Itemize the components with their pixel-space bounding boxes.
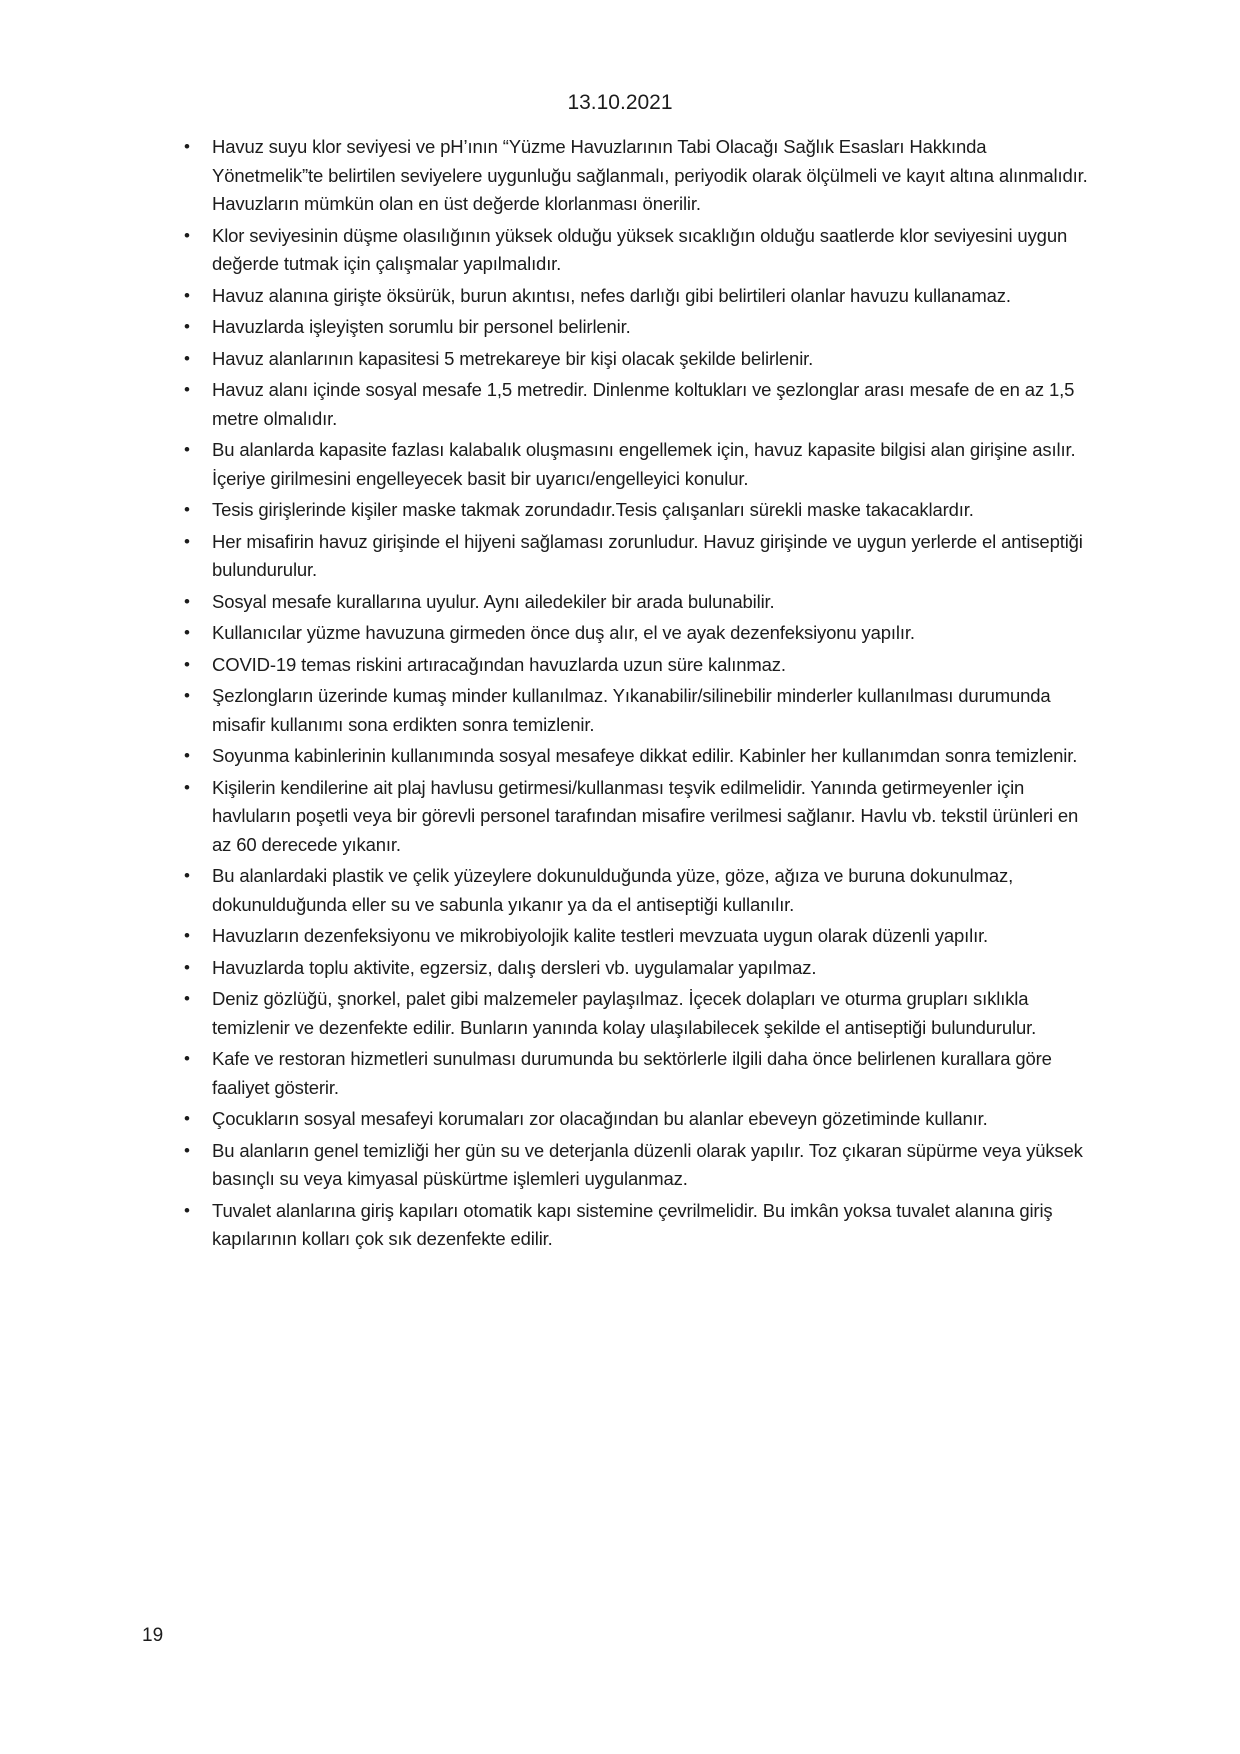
bullet-icon: •	[184, 746, 190, 765]
bullet-icon: •	[184, 957, 190, 977]
list-item	[184, 588, 1092, 617]
list-item	[184, 1137, 1092, 1194]
bullet-icon: •	[184, 500, 190, 519]
bullet-icon: •	[184, 654, 190, 674]
list-item	[184, 985, 1092, 1042]
list-item	[184, 345, 1092, 374]
list-item	[184, 954, 1092, 983]
list-item-text: Havuzlarda işleyişten sorumlu bir personel belirlenir.	[212, 316, 631, 337]
list-item-text: Bu alanlarda kapasite fazlası kalabalık oluşmasını engellemek için, havuz kapasite bilgisi alan girişine asılır. İçeriye girilmesini engelleyecek basit bir uyarıcı/engelleyici konulur.	[212, 439, 1076, 489]
list-item	[184, 1045, 1092, 1102]
bullet-icon: •	[184, 1200, 190, 1220]
bullet-icon: •	[184, 317, 190, 336]
list-item	[184, 1197, 1092, 1254]
bullet-list	[184, 133, 1092, 1257]
list-item-text: Havuz alanına girişte öksürük, burun akıntısı, nefes darlığı gibi belirtileri olanlar havuzu kullanamaz.	[212, 284, 1011, 306]
list-item-text: Kullanıcılar yüzme havuzuna girmeden önce duş alır, el ve ayak dezenfeksiyonu yapılır.	[212, 622, 915, 643]
list-item-text: Havuz suyu klor seviyesi ve pH’ının “Yüzme Havuzlarının Tabi Olacağı Sağlık Esasları Hakkında Yönetmelik”te belirtilen seviyelere uygunluğu sağlanmalı, periyodik olarak ölçülmeli ve kayıt altına alınmalıdır. Havuzların mümkün olan en üst değerde klorlanması önerilir.	[212, 136, 1088, 214]
bullet-icon: •	[184, 1049, 190, 1068]
bullet-icon: •	[184, 440, 190, 459]
bullet-icon: •	[184, 225, 190, 245]
bullet-icon: •	[184, 1109, 190, 1128]
list-item	[184, 282, 1092, 311]
list-item-text: Havuzlarda toplu aktivite, egzersiz, dalış dersleri vb. uygulamalar yapılmaz.	[212, 956, 817, 978]
list-item-text: Her misafirin havuz girişinde el hijyeni sağlaması zorunludur. Havuz girişinde ve uygun yerlerde el antiseptiği bulundurulur.	[212, 530, 1083, 580]
list-item-text: Tesis girişlerinde kişiler maske takmak zorundadır.Tesis çalışanları sürekli maske takacaklardır.	[212, 499, 974, 520]
list-item-text: Sosyal mesafe kurallarına uyulur. Aynı ailedekiler bir arada bulunabilir.	[212, 590, 775, 612]
list-item-text: Havuz alanı içinde sosyal mesafe 1,5 metredir. Dinlenme koltukları ve şezlonglar arası mesafe de en az 1,5 metre olmalıdır.	[212, 379, 1075, 429]
list-item-text: Kafe ve restoran hizmetleri sunulması durumunda bu sektörlerle ilgili daha önce belirlenen kurallara göre faaliyet gösterir.	[212, 1048, 1052, 1098]
list-item	[184, 651, 1092, 680]
list-item	[184, 619, 1092, 648]
bullet-icon: •	[184, 285, 190, 305]
list-item	[184, 436, 1092, 493]
list-item	[184, 922, 1092, 951]
list-item	[184, 862, 1092, 919]
bullet-icon: •	[184, 531, 190, 551]
list-item	[184, 682, 1092, 739]
list-item	[184, 376, 1092, 433]
list-item-text: Çocukların sosyal mesafeyi korumaları zor olacağından bu alanlar ebeveyn gözetiminde kullanır.	[212, 1108, 988, 1129]
bullet-icon: •	[184, 989, 190, 1008]
list-item-text: Soyunma kabinlerinin kullanımında sosyal mesafeye dikkat edilir. Kabinler her kullanımdan sonra temizlenir.	[212, 745, 1078, 766]
list-item	[184, 1105, 1092, 1134]
list-item-text: Bu alanlardaki plastik ve çelik yüzeylere dokunulduğunda yüze, göze, ağıza ve buruna dokunulmaz, dokunulduğunda eller su ve sabunla yıkanır ya da el antiseptiği kullanılır.	[212, 865, 1014, 915]
list-item	[184, 313, 1092, 342]
list-item-text: Deniz gözlüğü, şnorkel, palet gibi malzemeler paylaşılmaz. İçecek dolapları ve oturma grupları sıklıkla temizlenir ve dezenfekte edilir. Bunların yanında kolay ulaşılabilecek şekilde el antiseptiği bulundurulur.	[212, 988, 1037, 1038]
list-item	[184, 528, 1092, 585]
list-item-text: COVID-19 temas riskini artıracağından havuzlarda uzun süre kalınmaz.	[212, 653, 786, 675]
list-item-text: Şezlongların üzerinde kumaş minder kullanılmaz. Yıkanabilir/silinebilir minderler kullanılması durumunda misafir kullanımı sona erdikten sonra temizlenir.	[212, 685, 1051, 735]
bullet-icon: •	[184, 926, 190, 945]
list-item-text: Havuz alanlarının kapasitesi 5 metrekareye bir kişi olacak şekilde belirlenir.	[212, 347, 814, 369]
list-item-text: Bu alanların genel temizliği her gün su ve deterjanla düzenli olarak yapılır. Toz çıkaran süpürme veya yüksek basınçlı su veya kimyasal püskürtme işlemleri uygulanmaz.	[212, 1139, 1083, 1189]
list-item	[184, 222, 1092, 279]
bullet-icon: •	[184, 380, 190, 399]
bullet-icon: •	[184, 686, 190, 705]
list-item-text: Tuvalet alanlarına giriş kapıları otomatik kapı sistemine çevrilmelidir. Bu imkân yoksa tuvalet alanına giriş kapılarının kolları çok sık dezenfekte edilir.	[212, 1199, 1053, 1249]
bullet-icon: •	[184, 777, 190, 797]
bullet-icon: •	[184, 137, 190, 156]
bullet-icon: •	[184, 591, 190, 611]
list-item	[184, 133, 1092, 219]
bullet-icon: •	[184, 348, 190, 368]
bullet-icon: •	[184, 623, 190, 642]
page-number: 19	[142, 1625, 164, 1646]
bullet-icon: •	[184, 1140, 190, 1160]
bullet-icon: •	[184, 866, 190, 885]
list-item	[184, 742, 1092, 771]
page-date: 13.10.2021	[567, 91, 673, 114]
list-item-text: Havuzların dezenfeksiyonu ve mikrobiyolojik kalite testleri mevzuata uygun olarak düzenli yapılır.	[212, 925, 989, 946]
list-item	[184, 496, 1092, 525]
list-item	[184, 774, 1092, 860]
list-item-text: Klor seviyesinin düşme olasılığının yüksek olduğu yüksek sıcaklığın olduğu saatlerde klor seviyesini uygun değerde tutmak için çalışmalar yapılmalıdır.	[212, 224, 1068, 274]
list-item-text: Kişilerin kendilerine ait plaj havlusu getirmesi/kullanması teşvik edilmelidir. Yanında getirmeyenler için havluların poşetli veya bir görevli personel tarafından misafire verilmesi sağlanır. Havlu vb. tekstil ürünleri en az 60 derecede yıkanır.	[212, 776, 1079, 855]
